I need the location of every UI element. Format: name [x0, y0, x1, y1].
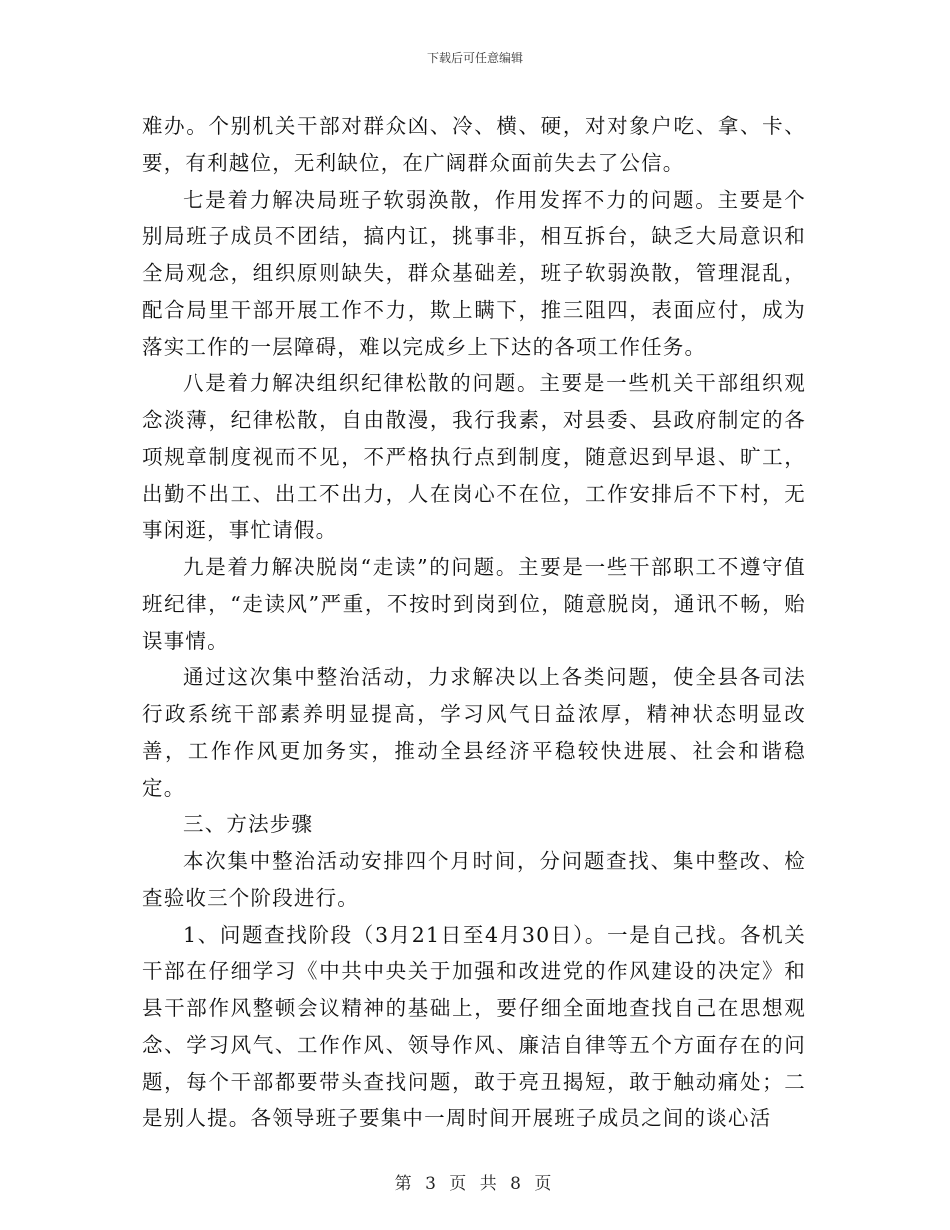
paragraph-stage-1: 1、问题查找阶段（3月21日至4月30日）。一是自己找。各机关干部在仔细学习《中共中央关于加强和改进党的作风建设的决定》和县干部作风整顿会议精神的基础上，要仔细全面地查找自己在思想观念、学习风气、工作作风、领导作风、廉洁自律等五个方面存在的问题，每个干部都要带头查找问题，敢于亮丑揭短，敢于触动痛处；二是别人提。各领导班子要集中一周时间开展班子成员之间的谈心活	[142, 922, 806, 1131]
document-body	[142, 108, 806, 1137]
section-heading-methods: 三、方法步骤	[183, 812, 314, 837]
paragraph-item-8: 八是着力解决组织纪律松散的问题。主要是一些机关干部组织观念淡薄，纪律松散，自由散漫，我行我素，对县委、县政府制定的各项规章制度视而不见，不严格执行点到制度，随意迟到早退、旷工，出勤不出工、出工不出力，人在岗心不在位，工作安排后不下村，无事闲逛，事忙请假。	[142, 371, 806, 543]
paragraph-schedule: 本次集中整治活动安排四个月时间，分问题查找、集中整改、检查验收三个阶段进行。	[142, 849, 806, 910]
paragraph-goal: 通过这次集中整治活动，力求解决以上各类问题，使全县各司法行政系统干部素养明显提高，学习风气日益浓厚，精神状态明显改善，工作作风更加务实，推动全县经济平稳较快进展、社会和谐稳定。	[142, 665, 806, 800]
page-header-note: 下载后可任意编辑	[426, 51, 523, 65]
paragraph-item-9: 九是着力解决脱岗“走读”的问题。主要是一些干部职工不遵守值班纪律，“走读风”严重，不按时到岗到位，随意脱岗，通讯不畅，贻误事情。	[142, 555, 806, 653]
paragraph-continued: 难办。个别机关干部对群众凶、冷、横、硬，对对象户吃、拿、卡、要，有利越位，无利缺位，在广阔群众面前失去了公信。	[142, 114, 806, 175]
paragraph-item-7: 七是着力解决局班子软弱涣散，作用发挥不力的问题。主要是个别局班子成员不团结，搞内讧，挑事非，相互拆台，缺乏大局意识和全局观念，组织原则缺失，群众基础差，班子软弱涣散，管理混乱，配合局里干部开展工作不力，欺上瞒下，推三阻四，表面应付，成为落实工作的一层障碍，难以完成乡上下达的各项工作任务。	[142, 187, 806, 359]
page-number: 第 3 页 共 8 页	[394, 1174, 556, 1194]
